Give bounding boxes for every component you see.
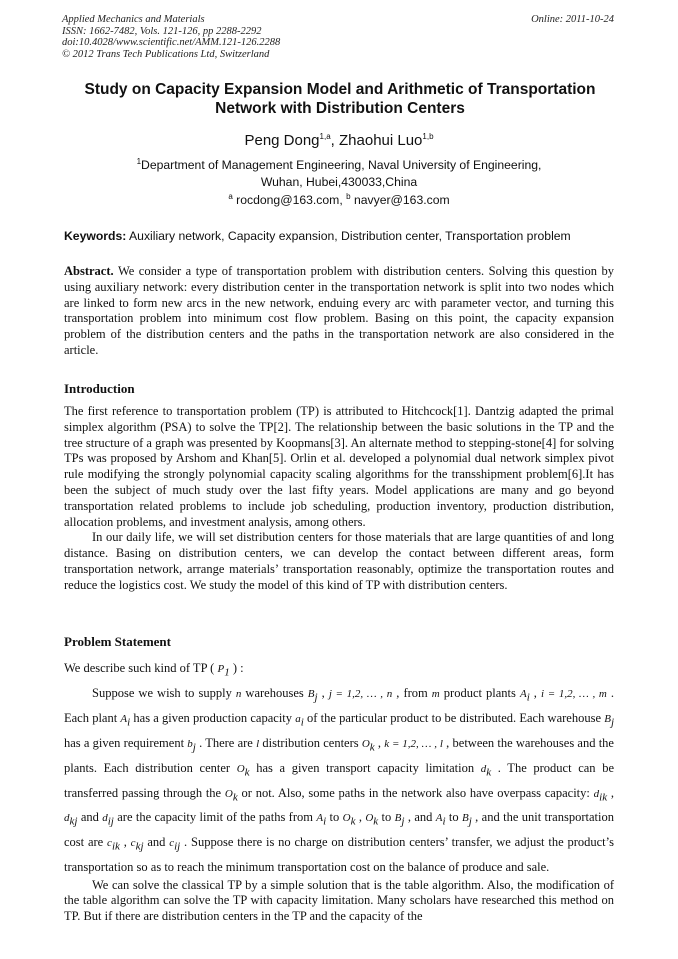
author-name: Peng Dong — [244, 132, 320, 149]
math-sub: i — [442, 815, 446, 828]
text-run: , and — [404, 810, 436, 825]
math-symbol: m — [431, 687, 440, 700]
math-symbol: l — [256, 737, 260, 750]
online-date: Online: 2011-10-24 — [531, 14, 614, 25]
math-sub: i — [127, 716, 131, 729]
math-sub: kj — [135, 840, 144, 853]
text-run: , from — [392, 685, 432, 700]
text-run: Suppose we wish to supply — [92, 685, 236, 700]
email-sup: a — [228, 191, 233, 201]
problem-body — [64, 658, 614, 925]
text-run: product plants — [439, 685, 520, 700]
math-sub: kj — [69, 815, 78, 828]
math-sub: j — [401, 815, 405, 828]
math-sub: ik — [111, 840, 120, 853]
text-run: , — [355, 810, 366, 825]
paragraph — [64, 683, 614, 878]
math-sub: k — [350, 815, 356, 828]
abstract-label: Abstract. — [64, 264, 114, 278]
author-sup: 1,b — [422, 132, 434, 141]
math-symbol: n — [235, 687, 242, 700]
math-sub: k — [373, 815, 379, 828]
text-run: , — [529, 685, 541, 700]
text-run: and — [143, 835, 170, 850]
emails — [0, 193, 678, 207]
math-range: j = 1,2, … , n — [328, 687, 393, 700]
math-symbol: A — [316, 812, 324, 825]
text-run: ) : — [229, 661, 244, 675]
doi-line: doi:10.4028/www.scientific.net/AMM.121-126.2288 — [62, 37, 281, 48]
text-run: has a given requirement — [64, 735, 188, 750]
math-sub: k — [244, 766, 250, 779]
text-run: , — [374, 735, 385, 750]
affiliation-sup: 1 — [136, 156, 142, 166]
math-symbol: B — [462, 812, 469, 825]
text-run: , between the warehouses and the plants. Each distribution center — [64, 735, 614, 775]
email-b: navyer@163.com — [353, 193, 450, 207]
copyright-line: © 2012 Trans Tech Publications Ltd, Switzerland — [62, 48, 270, 60]
math-symbol: O — [361, 737, 370, 750]
text-run: , and the unit transportation cost are — [64, 810, 614, 850]
text-run: . The product can be transferred passing through the — [64, 760, 614, 800]
math-sub: i — [300, 716, 304, 729]
text-run: and — [77, 810, 103, 825]
math-sub: i — [323, 815, 327, 828]
math-sub: ij — [107, 815, 114, 828]
journal-header — [62, 14, 280, 60]
keywords-label: Keywords: — [64, 229, 127, 243]
math-symbol: d — [102, 812, 108, 825]
math-symbol: B — [604, 712, 611, 725]
affiliation — [0, 157, 678, 190]
math-symbol: b — [187, 737, 193, 750]
text-run: , — [607, 785, 615, 800]
math-sub: ij — [174, 840, 181, 853]
email-sup: b — [346, 191, 351, 201]
math-symbol: d — [593, 787, 600, 800]
issn-line: ISSN: 1662-7482, Vols. 121-126, pp 2288-2292 — [62, 25, 262, 37]
math-sub: k — [369, 741, 375, 754]
paragraph — [64, 658, 614, 683]
abstract — [64, 264, 614, 359]
journal-name: Applied Mechanics and Materials — [62, 14, 205, 25]
math-symbol: O — [342, 812, 351, 825]
math-symbol: O — [365, 812, 374, 825]
author-name: Zhaohui Luo — [339, 132, 423, 149]
math-sub: j — [610, 716, 614, 729]
section-heading-problem-statement: Problem Statement — [64, 634, 171, 649]
text-run: , — [317, 685, 329, 700]
math-symbol: d — [64, 812, 70, 825]
email-a: rocdong@163.com, — [236, 193, 347, 207]
text-run: warehouses — [241, 685, 308, 700]
paragraph: The first reference to transportation problem (TP) is attributed to Hitchcock[1]. Dantzig adapted the primal simplex algorithm (PSA) to solve the TP[2]. The relationship between the basic solutions in the TP and the tree structure of a graph was presented by Koopmans[3]. An alternate method to stepping-stone[4] for solving TPs was proposed by Arshom and Khan[5]. Orlin et al. developed a polynomial dual network simplex pivot rule modifying the strongly polynomial capacity scaling algorithms for the transshipment problem[6].It has been the subject of much study over the last fifty years. Model applications are many and go beyond transportation related problems to include job scheduling, production inventory, production distribution, allocation problems, and investment analysis, among others. — [64, 404, 614, 529]
keywords-text: Auxiliary network, Capacity expansion, Distribution center, Transportation problem — [129, 229, 571, 243]
author-sup: 1,a — [319, 132, 331, 141]
text-run: . There are — [195, 735, 257, 750]
math-symbol: a — [295, 712, 301, 725]
paper-title: Study on Capacity Expansion Model and Arithmetic of Transportation Network with Distribution Centers — [84, 81, 596, 117]
math-symbol: c — [169, 837, 175, 850]
math-sub: k — [486, 766, 492, 779]
math-sub: i — [526, 691, 530, 704]
math-sub: j — [314, 691, 318, 704]
text-run: are the capacity limit of the paths from — [113, 810, 317, 825]
text-run: We describe such kind of TP ( — [64, 661, 218, 675]
text-run: to — [326, 810, 343, 825]
math-symbol: A — [435, 812, 443, 825]
introduction-body — [64, 404, 614, 594]
math-sub: 1 — [224, 666, 230, 679]
text-run: or not. Also, some paths in the network also have overpass capacity: — [237, 785, 594, 800]
math-symbol: B — [394, 812, 402, 825]
text-run: to — [445, 810, 463, 825]
math-range: k = 1,2, … , l — [384, 737, 443, 750]
affiliation-line: Wuhan, Hubei,430033,China — [260, 174, 418, 189]
text-run: . Suppose there is no charge on distribution centers’ transfer, we adjust the product’s transportation so as to reach the minimum transportation cost on the balance of produce and sale. — [64, 835, 614, 875]
math-symbol: c — [130, 837, 136, 850]
keywords — [64, 229, 624, 243]
text-run: . Each plant — [64, 685, 615, 725]
authors — [0, 132, 678, 149]
affiliation-line: Department of Management Engineering, Naval University of Engineering, — [141, 158, 542, 172]
section-heading-introduction: Introduction — [64, 381, 135, 396]
paragraph: We can solve the classical TP by a simple solution that is the table algorithm. Also, the modification of the table algorithm can solve the TP with capacity limitation. Many scholars have researched this method on TP. But if there are distribution centers in the TP and the capacity of the — [64, 877, 614, 924]
math-sub: j — [192, 741, 196, 754]
author-separator: , — [330, 132, 339, 149]
math-symbol: O — [224, 787, 233, 800]
math-symbol: B — [307, 687, 315, 700]
math-symbol: c — [107, 837, 112, 850]
paragraph: In our daily life, we will set distribution centers for those materials that are large quantities of and long distance. Basing on distribution centers, we can develop the contact between different areas, form transportation network, arrange materials’ transportation reasonably, optimize the transportation routes and reduce the logistics cost. We study the model of this kind of TP with distribution centers. — [64, 530, 614, 592]
text-run: distribution centers — [259, 735, 362, 750]
math-sub: ik — [599, 791, 608, 804]
math-range: i = 1,2, … , m — [540, 687, 607, 700]
text-run: to — [378, 810, 395, 825]
math-symbol: P — [217, 663, 225, 675]
math-symbol: A — [519, 687, 527, 700]
math-symbol: O — [236, 762, 245, 775]
text-run: has a given transport capacity limitation — [249, 760, 481, 775]
math-sub: k — [232, 791, 238, 804]
math-sub: j — [468, 815, 472, 828]
text-run: , — [119, 835, 131, 850]
abstract-text: We consider a type of transportation problem with distribution centers. Solving this question by using auxiliary network: every distribution center in the transportation network is split into two nodes which are linked to form new arcs in the new network, enduing every arc with parameter vector, and turning this transportation problem into minimum cost flow problem. Basing on this point, the capacity expansion problem of the distribution centers and the paths in the transportation network are also considered in the article. — [64, 264, 614, 357]
math-symbol: A — [120, 712, 128, 725]
math-symbol: d — [480, 762, 487, 775]
text-run: of the particular product to be distributed. Each warehouse — [303, 710, 605, 725]
text-run: has a given production capacity — [130, 710, 296, 725]
